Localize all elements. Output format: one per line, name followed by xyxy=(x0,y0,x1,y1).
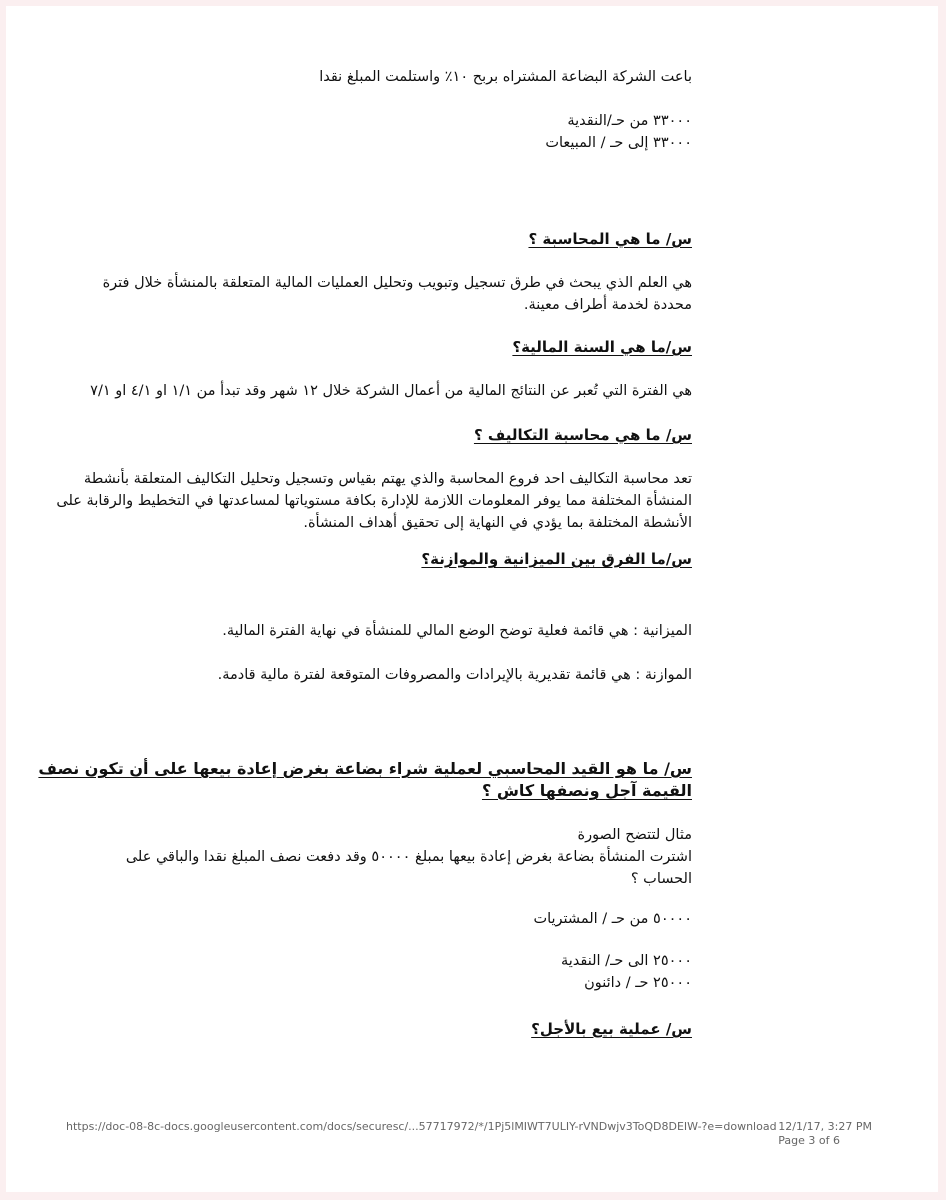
question-heading xyxy=(38,758,692,802)
question-heading: س/ما هي السنة المالية؟ xyxy=(512,338,692,356)
answer-text xyxy=(112,664,692,686)
answer-text xyxy=(112,620,692,642)
question-heading: س/ما الفرق بين الميزانية والموازنة؟ xyxy=(421,550,692,568)
journal-entry xyxy=(112,908,692,930)
heading-line: القيمة آجل ونصفها كاش ؟ xyxy=(481,781,692,800)
entry-line: ٣٣٠٠٠ إلى حـ / المبيعات xyxy=(545,135,692,151)
answer-line: تعد محاسبة التكاليف احد فروع المحاسبة والذي يهتم بقياس وتسجيل وتحليل التكاليف المتعلقة بأنشطة xyxy=(83,471,692,487)
sale-text: باعت الشركة البضاعة المشتراه بربح ١٠٪ واستلمت المبلغ نقدا xyxy=(319,69,692,85)
heading-line: س/ ما هو القيد المحاسبي لعملية شراء بضاعة بغرض إعادة بيعها على أن تكون نصف xyxy=(38,759,692,778)
journal-entry xyxy=(112,950,692,994)
entry-line: ٣٣٠٠٠ من حـ/النقدية xyxy=(567,113,692,129)
entry-line: ٢٥٠٠٠ الى حـ/ النقدية xyxy=(561,953,692,969)
answer-line: الموازنة : هي قائمة تقديرية بالإيرادات والمصروفات المتوقعة لفترة مالية قادمة. xyxy=(217,667,692,683)
question-heading: س/ ما هي محاسبة التكاليف ؟ xyxy=(473,426,692,444)
answer-text xyxy=(56,468,692,534)
question-heading: س/ ما هي المحاسبة ؟ xyxy=(528,230,692,248)
answer-text xyxy=(90,380,692,402)
answer-line: هي العلم الذي يبحث في طرق تسجيل وتبويب وتحليل العمليات المالية المتعلقة بالمنشأة خلال فترة xyxy=(102,275,692,291)
sale-statement xyxy=(112,66,692,88)
entry-line: ٥٠٠٠٠ من حـ / المشتريات xyxy=(533,911,692,927)
question-heading: س/ عملية بيع بالأجل؟ xyxy=(531,1020,692,1038)
answer-line: الميزانية : هي قائمة فعلية توضح الوضع المالي للمنشأة في نهاية الفترة المالية. xyxy=(222,623,692,639)
answer-line: هي الفترة التي تُعبر عن النتائج المالية من أعمال الشركة خلال ١٢ شهر وقد تبدأ من ١/١ او ٤/١ او ٧/١ xyxy=(90,383,692,399)
page-number: Page 3 of 6 xyxy=(778,1134,840,1147)
print-timestamp: 12/1/17, 3:27 PM xyxy=(778,1120,872,1133)
footer-meta xyxy=(778,1120,872,1148)
answer-text xyxy=(102,272,692,316)
entry-line: ٢٥٠٠٠ حـ / دائنون xyxy=(584,975,692,991)
answer-line: الأنشطة المختلفة بما يؤدي في النهاية إلى تحقيق أهداف المنشأة. xyxy=(303,515,692,531)
footer-url: https://doc-08-8c-docs.googleusercontent.com/docs/securesc/...57717972/*/1Pj5lMIWT7ULIY-rVNDwjv3ToQD8DEIW-?e=download xyxy=(66,1120,777,1133)
answer-line: الحساب ؟ xyxy=(630,871,692,887)
sale-entry xyxy=(112,110,692,154)
answer-line: محددة لخدمة أطراف معينة. xyxy=(523,297,692,313)
answer-text xyxy=(112,824,692,890)
answer-line: مثال لتتضح الصورة xyxy=(577,827,692,843)
answer-line: المنشأة المختلفة مما يوفر المعلومات اللازمة للإدارة بكافة مستوياتها لمساعدتها في التخطيط والرقابة على xyxy=(56,493,692,509)
answer-line: اشترت المنشأة بضاعة بغرض إعادة بيعها بمبلغ ٥٠٠٠٠ وقد دفعت نصف المبلغ نقدا والباقي على xyxy=(125,849,692,865)
document-page xyxy=(6,6,938,1192)
